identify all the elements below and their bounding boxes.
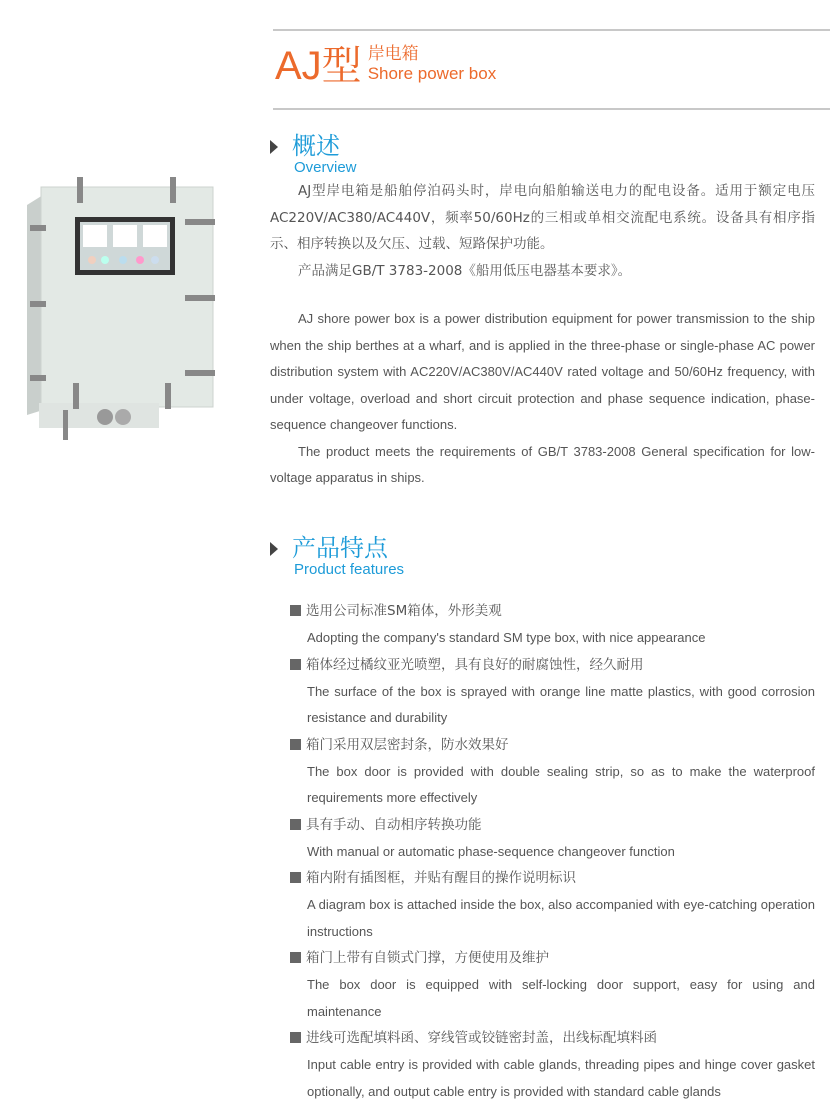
feature-item — [290, 598, 815, 652]
overview-en — [270, 306, 815, 492]
feature-item — [290, 812, 815, 866]
page-title — [275, 44, 496, 88]
feature-en: The box door is provided with double sealing strip, so as to make the waterproof requirements more effectively — [307, 763, 815, 805]
product-name-cn: 岸电箱 — [367, 44, 419, 64]
top-divider — [273, 29, 830, 31]
feature-en: A diagram box is attached inside the box, also accompanied with eye-catching operation instructions — [307, 897, 815, 939]
overview-paragraph-en: AJ shore power box is a power distribution equipment for power transmission to the ship when the ship berthes at a wharf, and is applied in the three-phase or single-phase AC power distribution system with AC220V/AC380V/AC440V rated voltage and 50/60Hz frequency, with under voltage, overload and short circuit protection and phase sequence indication, phase-sequence changeover functions. — [270, 311, 815, 432]
feature-item — [290, 945, 815, 1025]
overview-paragraph-en: The product meets the requirements of GB/T 3783-2008 General specification for low-voltage apparatus in ships. — [270, 443, 815, 485]
overview-paragraph-cn: 产品满足GB/T 3783-2008《船用低压电器基本要求》。 — [298, 262, 632, 279]
feature-cn: 箱体经过橘纹亚光喷塑，具有良好的耐腐蚀性，经久耐用 — [290, 652, 815, 679]
overview-heading — [270, 132, 357, 176]
feature-en: Adopting the company's standard SM type box, with nice appearance — [307, 630, 706, 645]
triangle-bullet-icon — [270, 140, 278, 154]
shore-power-box-image — [25, 155, 225, 445]
overview-heading-en: Overview — [294, 159, 357, 176]
overview-paragraph-cn: AJ型岸电箱是船舶停泊码头时，岸电向船舶输送电力的配电设备。适用于额定电压AC220V/AC380/AC440V，频率50/60Hz的三相或单相交流配电系统。设备具有相序指示、相序转换以及欠压、过载、短路保护功能。 — [270, 183, 815, 252]
overview-cn — [270, 178, 815, 284]
feature-item — [290, 865, 815, 945]
features-heading-en: Product features — [294, 561, 405, 578]
feature-item — [290, 732, 815, 812]
feature-en: The box door is equipped with self-locking door support, easy for using and maintenance — [307, 977, 815, 1019]
feature-cn: 具有手动、自动相序转换功能 — [290, 812, 815, 839]
title-divider — [273, 108, 830, 110]
feature-cn: 选用公司标准SM箱体，外形美观 — [290, 598, 815, 625]
model-name: AJ型 — [275, 44, 362, 88]
feature-cn: 箱门上带有自锁式门撑，方便使用及维护 — [290, 945, 815, 972]
product-name-en: Shore power box — [367, 64, 497, 83]
feature-cn: 箱门采用双层密封条，防水效果好 — [290, 732, 815, 759]
feature-en: The surface of the box is sprayed with orange line matte plastics, with good corrosion resistance and durability — [307, 683, 815, 725]
feature-item — [290, 1025, 815, 1105]
feature-item — [290, 652, 815, 732]
feature-en: With manual or automatic phase-sequence changeover function — [307, 843, 675, 859]
features-heading-cn: 产品特点 — [292, 534, 388, 562]
feature-cn: 进线可选配填料函、穿线管或铰链密封盖，出线标配填料函 — [290, 1025, 815, 1052]
features-list — [290, 598, 815, 1105]
triangle-bullet-icon — [270, 542, 278, 556]
feature-cn: 箱内附有插图框，并贴有醒目的操作说明标识 — [290, 865, 815, 892]
feature-en: Input cable entry is provided with cable glands, threading pipes and hinge cover gasket optionally, and output cable entry is provided with standard cable glands — [307, 1057, 815, 1099]
features-heading — [270, 534, 404, 578]
overview-heading-cn: 概述 — [292, 132, 340, 160]
